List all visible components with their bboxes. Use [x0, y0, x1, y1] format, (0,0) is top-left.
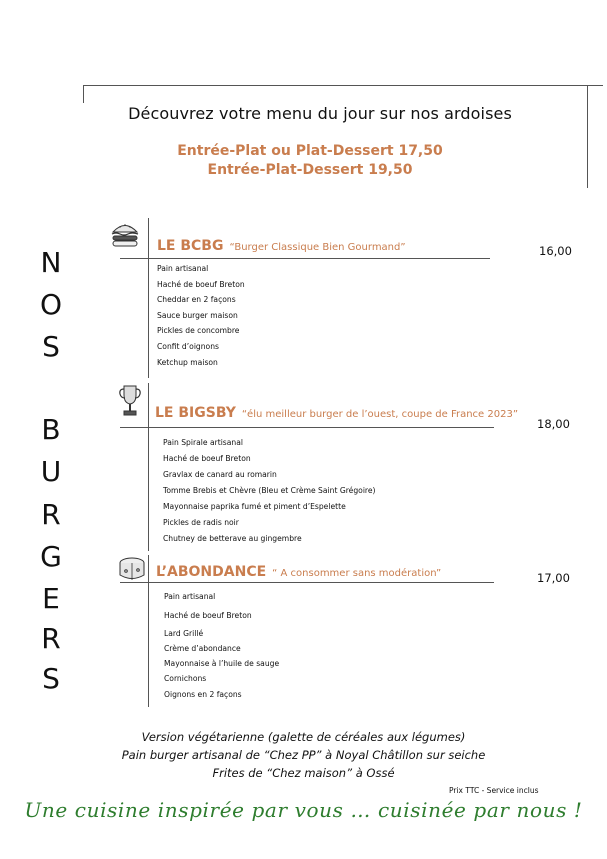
tagline: Une cuisine inspirée par vous … cuisinée par nous !: [24, 798, 583, 822]
ingredient-item: Crème d’abondance: [164, 644, 241, 653]
burger-2-name: LE BIGSBY: [155, 405, 236, 421]
ingredient-item: Chutney de betterave au gingembre: [163, 534, 302, 543]
burger-1-price: 16,00: [539, 244, 572, 258]
burger-3-subtitle: “ A consommer sans modération”: [272, 568, 442, 579]
ingredient-item: Pain Spirale artisanal: [163, 438, 243, 447]
footer-vegetarian: Version végétarienne (galette de céréales aux légumes): [141, 730, 466, 744]
burger-1-name: LE BCBG: [157, 238, 224, 254]
ingredient-item: Lard Grillé: [164, 629, 204, 638]
ingredient-item: Mayonnaise à l’huile de sauge: [164, 659, 280, 668]
page-title: Découvrez votre menu du jour sur nos ardoises: [128, 104, 512, 123]
burger-2-price: 18,00: [537, 417, 570, 431]
ingredient-item: Confit d’oignons: [157, 342, 219, 351]
ingredient-item: Haché de boeuf Breton: [163, 454, 251, 463]
trophy-icon: [118, 383, 142, 419]
section-1-vertical-line: [148, 218, 149, 378]
vertical-letter-r-1: R: [41, 498, 61, 531]
burger-3-name: L’ABONDANCE: [156, 564, 267, 580]
formula-1: Entrée-Plat ou Plat-Dessert 17,50: [177, 143, 443, 159]
vertical-letter-n: N: [40, 246, 62, 279]
ingredient-item: Pickles de radis noir: [163, 518, 239, 527]
vertical-letter-u: U: [40, 455, 62, 488]
frame-left-line: [83, 85, 84, 103]
ingredient-item: Haché de boeuf Breton: [157, 280, 245, 289]
formula-2: Entrée-Plat-Dessert 19,50: [207, 162, 413, 178]
burger-2-subtitle: “élu meilleur burger de l’ouest, coupe de France 2023”: [241, 409, 519, 420]
burger-2-title: [155, 402, 518, 421]
burger-3-price: 17,00: [537, 571, 570, 585]
cheese-icon: [118, 556, 146, 582]
vertical-letter-g: G: [40, 540, 62, 573]
vertical-letter-s-1: S: [42, 330, 60, 363]
footer-bread: Pain burger artisanal de “Chez PP” à Noyal Châtillon sur seiche: [121, 748, 486, 762]
vertical-letter-r-2: R: [41, 622, 61, 655]
ingredient-item: Cheddar en 2 façons: [157, 295, 236, 304]
burger-3-title: [156, 561, 441, 580]
burger-1-subtitle: “Burger Classique Bien Gourmand”: [229, 242, 406, 253]
ingredient-item: Tomme Brebis et Chèvre (Bleu et Crème Saint Grégoire): [163, 486, 376, 495]
section-1-underline: [120, 258, 490, 259]
vertical-letter-s-2: S: [42, 662, 60, 695]
ingredient-item: Gravlax de canard au romarin: [163, 470, 277, 479]
burger-icon: [110, 219, 140, 249]
ingredient-item: Pickles de concombre: [157, 326, 240, 335]
tax-note: Prix TTC - Service inclus: [449, 786, 539, 795]
section-2-vertical-line: [148, 383, 149, 551]
section-3-underline: [120, 582, 494, 583]
ingredient-item: Cornichons: [164, 674, 207, 683]
section-3-vertical-line: [148, 555, 149, 707]
burger-1-title: [157, 235, 406, 254]
ingredient-item: Oignons en 2 façons: [164, 690, 242, 699]
ingredient-item: Ketchup maison: [157, 358, 218, 367]
ingredient-item: Haché de boeuf Breton: [164, 611, 252, 620]
vertical-letter-e: E: [42, 582, 60, 615]
ingredient-item: Sauce burger maison: [157, 311, 238, 320]
ingredient-item: Mayonnaise paprika fumé et piment d’Espelette: [163, 502, 346, 511]
vertical-letter-b: B: [41, 413, 61, 446]
ingredient-item: Pain artisanal: [157, 264, 209, 273]
footer-fries: Frites de “Chez maison” à Ossé: [212, 766, 395, 780]
ingredient-item: Pain artisanal: [164, 592, 216, 601]
section-2-underline: [120, 427, 494, 428]
frame-top-line: [83, 85, 603, 86]
vertical-letter-o: O: [39, 288, 63, 321]
